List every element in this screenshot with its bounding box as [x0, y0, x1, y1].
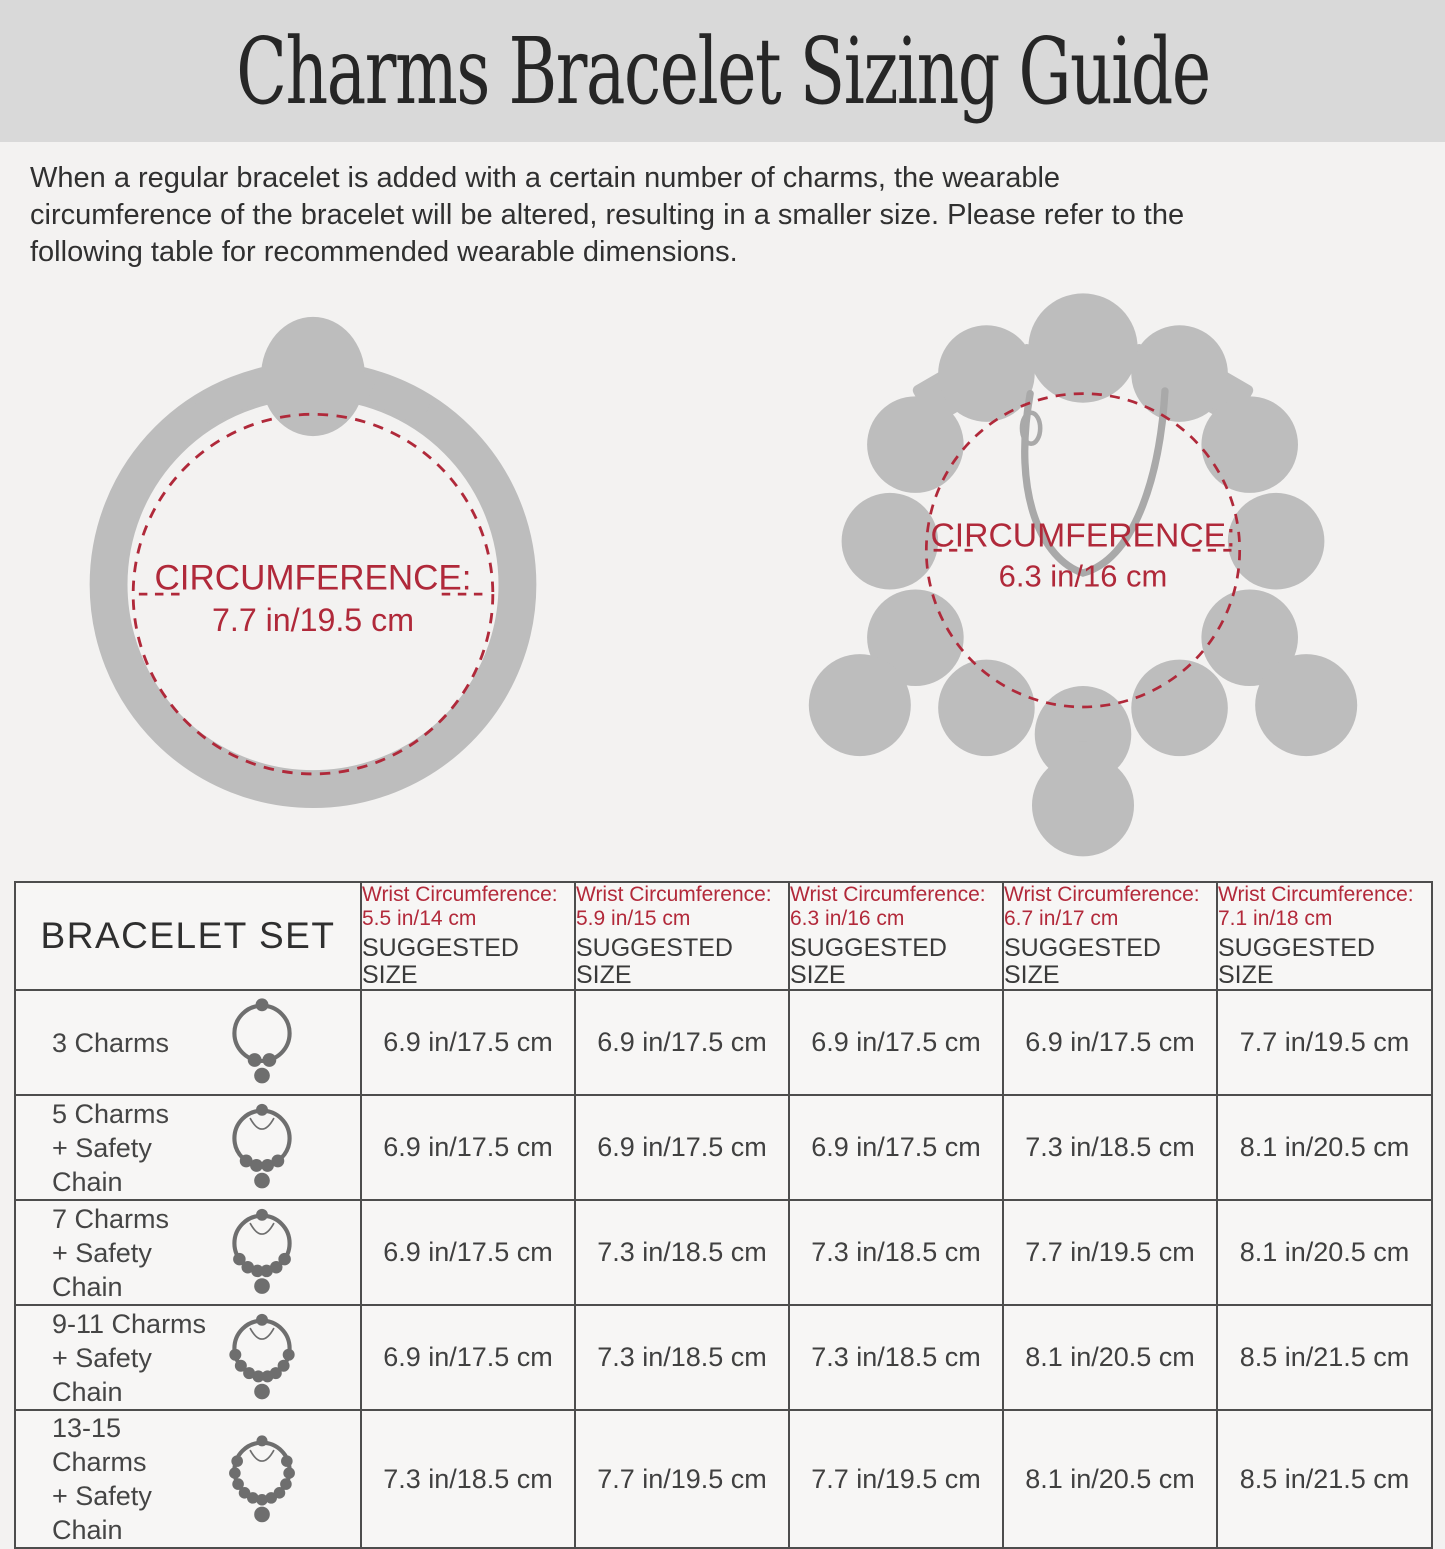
page-title: Charms Bracelet Sizing Guide: [235, 17, 1210, 125]
table-header-row: [15, 882, 1432, 990]
bracelet-set-cell: [15, 1200, 361, 1305]
dangle-charm-right: [1255, 654, 1357, 756]
size-value-cell: 6.9 in/17.5 cm: [789, 1095, 1003, 1200]
suggested-size-label: SUGGESTED SIZE: [1218, 934, 1375, 989]
size-value-cell: 7.3 in/18.5 cm: [789, 1200, 1003, 1305]
bracelet-set-cell: [15, 1095, 361, 1200]
wrist-circumference-value: 6.3 in/16 cm: [790, 907, 905, 930]
intro-line-3: following table for recommended wearable dimensions.: [30, 236, 738, 268]
bracelet-set-cell: [15, 1410, 361, 1548]
wrist-circumference-value: 5.5 in/14 cm: [362, 907, 477, 930]
clasp-bead: [1028, 293, 1137, 402]
plain-bracelet-illustration: [48, 277, 578, 845]
figures-row: [0, 271, 1445, 867]
charm-bracelet-illustration: [773, 277, 1393, 860]
size-value-cell: 8.1 in/20.5 cm: [1003, 1305, 1217, 1410]
wrist-circumference-label: Wrist Circumference:: [576, 883, 772, 906]
table-row-7-charms: [15, 1200, 1432, 1305]
size-value-cell: 6.9 in/17.5 cm: [1003, 990, 1217, 1095]
row-label: 13-15 Charms + Safety Chain: [52, 1413, 152, 1545]
clasp-bead: [261, 317, 365, 436]
row-label: 3 Charms: [52, 1027, 170, 1058]
bracelet-5-charms-icon: [216, 1096, 308, 1199]
row-label: 7 Charms + Safety Chain: [52, 1203, 170, 1302]
suggested-size-label: SUGGESTED SIZE: [1004, 934, 1161, 989]
intro-line-1: When a regular bracelet is added with a certain number of charms, the wearable: [30, 162, 1061, 194]
dangling-charms: [809, 654, 1357, 856]
table-row-3-charms: [15, 990, 1432, 1095]
size-value-cell: 6.9 in/17.5 cm: [789, 990, 1003, 1095]
size-value-cell: 8.1 in/20.5 cm: [1217, 1200, 1432, 1305]
table-row-5-charms: [15, 1095, 1432, 1200]
suggested-size-label: SUGGESTED SIZE: [576, 934, 733, 989]
bracelet-13-15-charms-icon: [216, 1428, 308, 1531]
sizing-table: [14, 881, 1433, 1549]
size-value-cell: 7.3 in/18.5 cm: [575, 1200, 789, 1305]
column-header-wrist-6-7: [1003, 882, 1217, 990]
bracelet-3-charms-icon: [216, 991, 308, 1094]
dangle-charm-bottom: [1032, 754, 1134, 856]
size-value-cell: 6.9 in/17.5 cm: [361, 1305, 575, 1410]
size-value-cell: 6.9 in/17.5 cm: [575, 990, 789, 1095]
wrist-circumference-label: Wrist Circumference:: [1218, 883, 1414, 906]
size-value-cell: 7.3 in/18.5 cm: [1003, 1095, 1217, 1200]
plain-bracelet-figure: [48, 277, 578, 867]
circumference-label: CIRCUMFERENCE:: [154, 558, 472, 598]
column-header-wrist-6-3: [789, 882, 1003, 990]
bracelet-set-cell: [15, 990, 361, 1095]
size-value-cell: 6.9 in/17.5 cm: [575, 1095, 789, 1200]
size-value-cell: 6.9 in/17.5 cm: [361, 1200, 575, 1305]
intro-text: [30, 160, 1417, 271]
column-header-wrist-5-9: [575, 882, 789, 990]
dangle-charm-left: [809, 654, 911, 756]
size-value-cell: 7.7 in/19.5 cm: [1003, 1200, 1217, 1305]
size-value-cell: 7.3 in/18.5 cm: [361, 1410, 575, 1548]
intro-line-2: circumference of the bracelet will be altered, resulting in a smaller size. Please refer to the: [30, 199, 1185, 231]
wrist-circumference-label: Wrist Circumference:: [1004, 883, 1200, 906]
wrist-circumference-value: 6.7 in/17 cm: [1004, 907, 1119, 930]
size-value-cell: 8.5 in/21.5 cm: [1217, 1410, 1432, 1548]
bracelet-set-cell: [15, 1305, 361, 1410]
row-label: 5 Charms + Safety Chain: [52, 1098, 170, 1197]
circumference-label: CIRCUMFERENCE:: [930, 516, 1236, 555]
table-row-13-15-charms: [15, 1410, 1432, 1548]
size-value-cell: 7.7 in/19.5 cm: [789, 1410, 1003, 1548]
bracelet-9-11-charms-icon: [216, 1306, 308, 1409]
wrist-circumference-label: Wrist Circumference:: [362, 883, 558, 906]
column-header-bracelet-set: BRACELET SET: [15, 882, 361, 990]
size-value-cell: 7.7 in/19.5 cm: [1217, 990, 1432, 1095]
size-value-cell: 7.3 in/18.5 cm: [575, 1305, 789, 1410]
wrist-circumference-value: 7.1 in/18 cm: [1218, 907, 1333, 930]
size-value-cell: 8.5 in/21.5 cm: [1217, 1305, 1432, 1410]
column-header-wrist-7-1: [1217, 882, 1432, 990]
table-row-9-11-charms: [15, 1305, 1432, 1410]
row-label: 9-11 Charms + Safety Chain: [52, 1308, 207, 1407]
circumference-value: 6.3 in/16 cm: [998, 558, 1168, 594]
bracelet-7-charms-icon: [216, 1201, 308, 1304]
size-value-cell: 8.1 in/20.5 cm: [1003, 1410, 1217, 1548]
suggested-size-label: SUGGESTED SIZE: [362, 934, 519, 989]
size-value-cell: 7.3 in/18.5 cm: [789, 1305, 1003, 1410]
size-value-cell: 6.9 in/17.5 cm: [361, 1095, 575, 1200]
suggested-size-label: SUGGESTED SIZE: [790, 934, 947, 989]
wrist-circumference-label: Wrist Circumference:: [790, 883, 986, 906]
size-value-cell: 7.7 in/19.5 cm: [575, 1410, 789, 1548]
circumference-value: 7.7 in/19.5 cm: [212, 602, 414, 639]
header-band: [0, 0, 1445, 142]
size-value-cell: 6.9 in/17.5 cm: [361, 990, 575, 1095]
size-value-cell: 8.1 in/20.5 cm: [1217, 1095, 1432, 1200]
charm-bracelet-figure: [773, 277, 1393, 867]
column-header-wrist-5-5: [361, 882, 575, 990]
wrist-circumference-value: 5.9 in/15 cm: [576, 907, 691, 930]
